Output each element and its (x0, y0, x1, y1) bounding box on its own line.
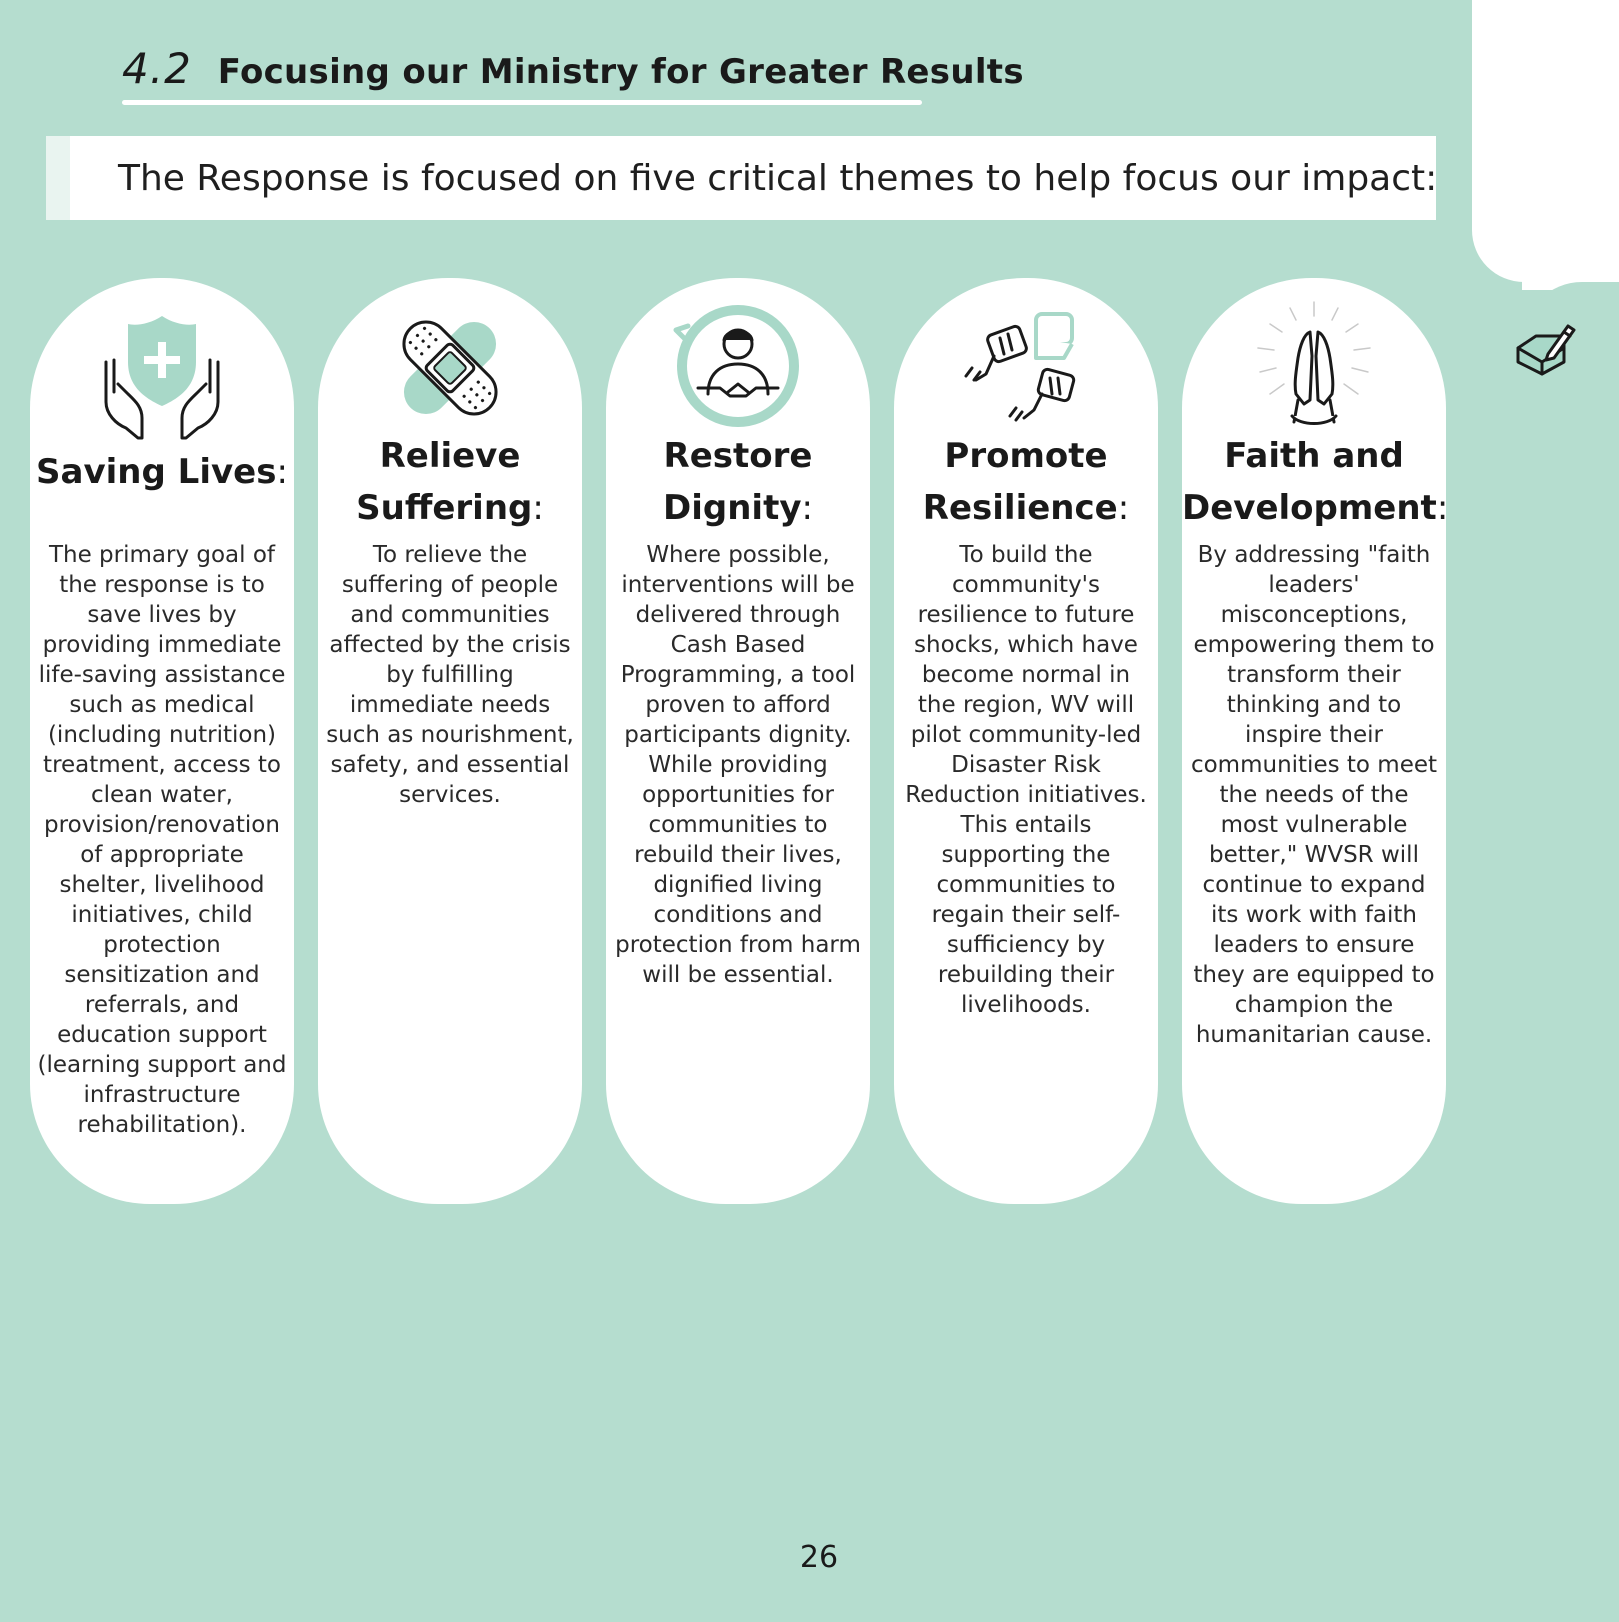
theme-card-promote-resilience (894, 278, 1158, 1204)
section-heading (122, 44, 1024, 104)
theme-title-line2: Dignity (663, 488, 802, 528)
theme-title-colon: : (801, 488, 813, 528)
theme-title-colon: : (1436, 488, 1449, 528)
theme-title-line1: Restore (663, 436, 813, 476)
theme-title-line1: Saving Lives (36, 452, 277, 492)
bandage-icon (380, 298, 520, 438)
theme-card-relieve-suffering (318, 278, 582, 1204)
theme-title (606, 430, 870, 534)
intro-text: The Response is focused on five critical themes to help focus our impact: (118, 157, 1438, 199)
theme-body: To build the community's resilience to future shocks, which have become normal in the region, WV will pilot community-led Disaster Risk Reduction initiatives. This entails supporting the communities to regain their self-sufficiency by rebuilding their livelihoods. (905, 542, 1147, 1018)
intro-banner (46, 136, 1436, 220)
theme-card-faith-development (1182, 278, 1449, 1204)
theme-title-colon: : (532, 488, 544, 528)
heading-underline (122, 100, 922, 105)
section-number: 4.2 (122, 44, 192, 93)
theme-title-colon: : (276, 452, 288, 492)
side-tab-fill (1522, 230, 1619, 290)
theme-title-line2: Development (1182, 488, 1437, 528)
theme-title-line2: Resilience (922, 488, 1118, 528)
theme-body: The primary goal of the response is to save lives by providing immediate life-saving assistance such as medical (including nutrition) treatment, access to clean water, provision/renovation of appropriate shelter, livelihood initiatives, child protection sensitization and referrals, and education support (learning support and infrastructure rehabilitation). (37, 542, 287, 1138)
page-number: 26 (799, 1540, 839, 1575)
section-title: Focusing our Ministry for Greater Results (217, 52, 1024, 92)
notepad-pencil-icon (1512, 318, 1578, 384)
theme-card-saving-lives (30, 278, 294, 1204)
praying-hands-icon (1244, 296, 1384, 436)
theme-title (30, 446, 294, 498)
theme-body: To relieve the suffering of people and communities affected by the crisis by fulfilling immediate needs such as nourishment, safety, and essential services. (326, 542, 574, 808)
theme-body: Where possible, interventions will be delivered through Cash Based Programming, a tool proven to afford participants dignity. While providing opportunities for communities to rebuild their lives, dignified living conditions and protection from harm will be essential. (615, 542, 861, 988)
side-tab-curve (1522, 282, 1619, 1622)
theme-title (1182, 430, 1449, 534)
theme-title (318, 430, 582, 534)
theme-title-colon: : (1117, 488, 1130, 528)
raised-fists-icon (956, 298, 1096, 438)
theme-card-restore-dignity (606, 278, 870, 1204)
theme-title-line1: Faith and (1224, 436, 1404, 476)
theme-title-line1: Relieve (379, 436, 521, 476)
theme-title-line2: Suffering (356, 488, 533, 528)
theme-title-line1: Promote (944, 436, 1108, 476)
theme-body: By addressing "faith leaders' misconceptions, empowering them to transform their thinking and to inspire their communities to meet the needs of the most vulnerable better," WVSR will continue to expand its work with faith leaders to ensure they are equipped to champion the humanitarian cause. (1190, 542, 1438, 1048)
theme-title (894, 430, 1158, 534)
hands-shield-cross-icon (92, 302, 232, 442)
person-handshake-icon (668, 300, 808, 440)
